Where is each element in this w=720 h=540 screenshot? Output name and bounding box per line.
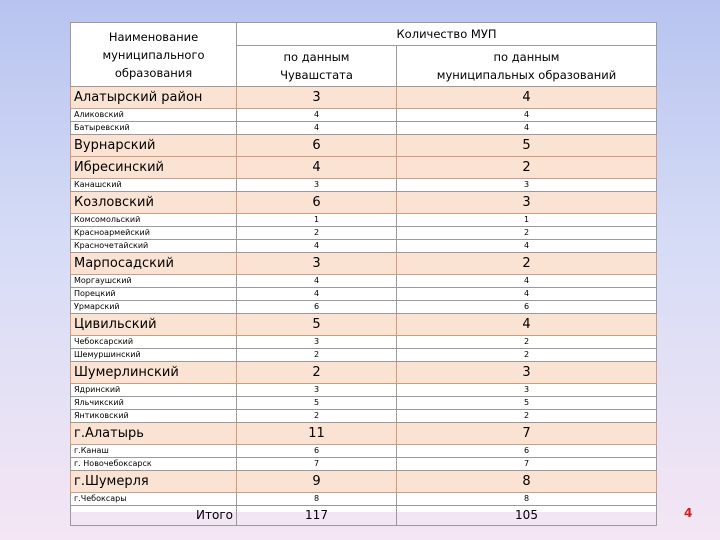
header-chuvashstat <box>237 46 397 87</box>
municipality-name-cell: Красноармейский <box>71 227 237 240</box>
municipal-count-cell: 4 <box>397 314 657 336</box>
table-body <box>71 23 657 526</box>
municipal-count-cell: 2 <box>397 349 657 362</box>
chuvashstat-count-cell: 11 <box>237 423 397 445</box>
municipality-name-cell: Цивильский <box>71 314 237 336</box>
chuvashstat-count-cell: 4 <box>237 122 397 135</box>
municipal-count-cell: 8 <box>397 471 657 493</box>
total-label: Итого <box>71 506 237 526</box>
chuvashstat-count-cell: 4 <box>237 157 397 179</box>
municipal-count-cell: 6 <box>397 445 657 458</box>
municipal-count-cell: 4 <box>397 288 657 301</box>
chuvashstat-count-cell: 3 <box>237 384 397 397</box>
table-row <box>71 362 657 384</box>
municipal-count-cell: 4 <box>397 109 657 122</box>
municipality-name-cell: Канашский <box>71 179 237 192</box>
table-row <box>71 445 657 458</box>
municipality-name-cell: Шумерлинский <box>71 362 237 384</box>
chuvashstat-count-cell: 5 <box>237 314 397 336</box>
chuvashstat-count-cell: 2 <box>237 349 397 362</box>
municipal-count-cell: 5 <box>397 397 657 410</box>
chuvashstat-count-cell: 7 <box>237 458 397 471</box>
mup-table-sheet <box>70 22 656 522</box>
header-col1-line-1: Наименование <box>108 29 199 44</box>
municipal-count-cell: 3 <box>397 362 657 384</box>
table-row <box>71 122 657 135</box>
municipality-name-cell: Красночетайский <box>71 240 237 253</box>
chuvashstat-count-cell: 2 <box>237 227 397 240</box>
total-row <box>71 506 657 526</box>
municipality-name-cell: г. Новочебоксарск <box>71 458 237 471</box>
chuvashstat-count-cell: 4 <box>237 288 397 301</box>
table-row <box>71 410 657 423</box>
municipality-name-cell: Алатырский район <box>71 87 237 109</box>
municipality-name-cell: г.Шумерля <box>71 471 237 493</box>
municipal-count-cell: 7 <box>397 458 657 471</box>
table-row <box>71 384 657 397</box>
municipal-count-cell: 4 <box>397 240 657 253</box>
table-row <box>71 336 657 349</box>
municipality-name-cell: Шемуршинский <box>71 349 237 362</box>
page-number: 4 <box>684 506 693 520</box>
table-row <box>71 397 657 410</box>
chuvashstat-count-cell: 6 <box>237 192 397 214</box>
chuvashstat-count-cell: 2 <box>237 362 397 384</box>
municipal-count-cell: 2 <box>397 227 657 240</box>
table-row <box>71 253 657 275</box>
table-row <box>71 314 657 336</box>
municipal-count-cell: 2 <box>397 336 657 349</box>
header-municipal-data <box>397 46 657 87</box>
municipality-name-cell: Янтиковский <box>71 410 237 423</box>
municipal-count-cell: 1 <box>397 214 657 227</box>
municipal-count-cell: 7 <box>397 423 657 445</box>
municipality-name-cell: Моргаушский <box>71 275 237 288</box>
municipal-count-cell: 3 <box>397 384 657 397</box>
chuvashstat-count-cell: 3 <box>237 87 397 109</box>
municipality-name-cell: Чебоксарский <box>71 336 237 349</box>
municipal-count-cell: 4 <box>397 87 657 109</box>
municipal-count-cell: 3 <box>397 192 657 214</box>
municipal-count-cell: 2 <box>397 410 657 423</box>
table-row <box>71 301 657 314</box>
total-chuvashstat: 117 <box>237 506 397 526</box>
municipality-name-cell: Ядринский <box>71 384 237 397</box>
municipality-name-cell: Яльчикский <box>71 397 237 410</box>
chuvashstat-count-cell: 2 <box>237 410 397 423</box>
chuvashstat-count-cell: 3 <box>237 336 397 349</box>
table-row <box>71 240 657 253</box>
municipality-name-cell: г.Чебоксары <box>71 493 237 506</box>
chuvashstat-count-cell: 8 <box>237 493 397 506</box>
chuvashstat-count-cell: 4 <box>237 275 397 288</box>
header-col1-line-3: образования <box>114 65 193 80</box>
table-row <box>71 493 657 506</box>
header-municipality <box>71 23 237 87</box>
table-row <box>71 423 657 445</box>
chuvashstat-count-cell: 6 <box>237 301 397 314</box>
chuvashstat-count-cell: 4 <box>237 240 397 253</box>
municipal-count-cell: 3 <box>397 179 657 192</box>
municipality-name-cell: Порецкий <box>71 288 237 301</box>
table-row <box>71 214 657 227</box>
municipal-count-cell: 4 <box>397 122 657 135</box>
table-row <box>71 179 657 192</box>
chuvashstat-count-cell: 1 <box>237 214 397 227</box>
table-row <box>71 227 657 240</box>
table-row <box>71 288 657 301</box>
header-col1-line-2: муниципального <box>102 47 205 62</box>
municipal-count-cell: 5 <box>397 135 657 157</box>
header-col2-line-1: по данным <box>283 50 350 64</box>
municipality-name-cell: Козловский <box>71 192 237 214</box>
chuvashstat-count-cell: 6 <box>237 445 397 458</box>
table-row <box>71 349 657 362</box>
municipality-name-cell: Марпосадский <box>71 253 237 275</box>
municipality-name-cell: Комсомольский <box>71 214 237 227</box>
header-col2-line-2: Чувашстата <box>280 68 353 82</box>
chuvashstat-count-cell: 6 <box>237 135 397 157</box>
chuvashstat-count-cell: 3 <box>237 179 397 192</box>
chuvashstat-count-cell: 3 <box>237 253 397 275</box>
municipal-count-cell: 2 <box>397 157 657 179</box>
table-row <box>71 87 657 109</box>
total-municipal: 105 <box>397 506 657 526</box>
municipal-count-cell: 2 <box>397 253 657 275</box>
table-row <box>71 275 657 288</box>
municipality-name-cell: Вурнарский <box>71 135 237 157</box>
municipal-count-cell: 8 <box>397 493 657 506</box>
table-row <box>71 458 657 471</box>
table-row <box>71 109 657 122</box>
municipality-name-cell: г.Канаш <box>71 445 237 458</box>
table-row <box>71 192 657 214</box>
chuvashstat-count-cell: 4 <box>237 109 397 122</box>
header-row-1 <box>71 23 657 46</box>
municipality-name-cell: Ибресинский <box>71 157 237 179</box>
municipality-name-cell: Аликовский <box>71 109 237 122</box>
table-row <box>71 471 657 493</box>
table-row <box>71 135 657 157</box>
header-col3-line-1: по данным <box>493 50 560 64</box>
municipality-name-cell: г.Алатырь <box>71 423 237 445</box>
header-mup-count: Количество МУП <box>237 23 657 46</box>
municipal-count-cell: 4 <box>397 275 657 288</box>
mup-count-table <box>70 22 657 526</box>
municipal-count-cell: 6 <box>397 301 657 314</box>
header-col3-line-2: муниципальных образований <box>436 68 617 82</box>
municipality-name-cell: Урмарский <box>71 301 237 314</box>
table-row <box>71 157 657 179</box>
chuvashstat-count-cell: 9 <box>237 471 397 493</box>
chuvashstat-count-cell: 5 <box>237 397 397 410</box>
municipality-name-cell: Батыревский <box>71 122 237 135</box>
